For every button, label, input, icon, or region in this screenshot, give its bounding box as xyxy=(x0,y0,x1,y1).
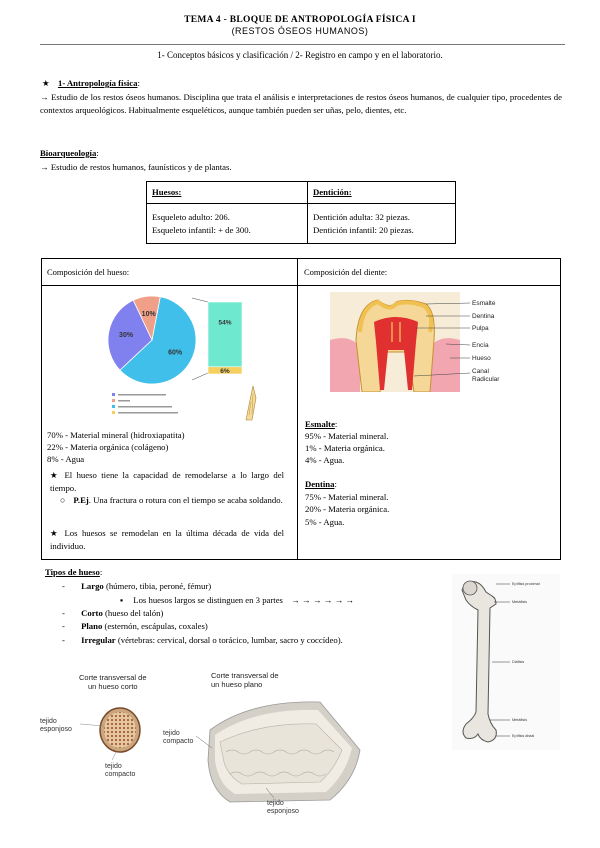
denticion-values-cell xyxy=(308,204,456,244)
breakout-bar-label: 54% xyxy=(218,319,232,327)
femur-label-epifisis-proximal: Epífisis proximal xyxy=(512,582,540,586)
remodel-example xyxy=(60,494,284,507)
legend-swatch xyxy=(112,405,115,408)
label-hueso: Hueso xyxy=(472,355,491,362)
bioarqueologia-heading xyxy=(40,147,99,160)
gum-right xyxy=(430,338,460,392)
dentina-label: Dentina xyxy=(305,479,335,489)
header-divider xyxy=(40,44,565,45)
tipo-irregular-text: (vértebras: cervical, dorsal o torácico, lumbar, sacro y coccídeo). xyxy=(115,635,343,645)
denticion-adult: Dentición adulta: 32 piezas. xyxy=(313,211,410,222)
largo-sub xyxy=(120,594,354,607)
tipo-largo-label: Largo xyxy=(81,581,104,591)
hueso-composition-list xyxy=(47,429,185,465)
arrows-decoration: → → → → → → xyxy=(291,595,355,605)
tipo-corto xyxy=(62,607,163,620)
huesos-header: Huesos: xyxy=(152,187,182,197)
dash-bullet: - xyxy=(62,635,65,645)
hueso-composition-header: Composición del hueso: xyxy=(47,267,130,277)
huesos-child: Esqueleto infantil: + de 300. xyxy=(152,224,251,235)
bioarqueologia-label: Bioarqueología xyxy=(40,148,97,158)
dentina-block: Dentina: 75% - Material mineral. 20% - Materia orgánica. 5% - Agua. xyxy=(305,479,390,527)
tipos-heading xyxy=(45,566,102,579)
pie-slice-label: 60% xyxy=(168,349,183,357)
denticion-child: Dentición infantil: 20 piezas. xyxy=(313,224,414,235)
label-pulpa: Pulpa xyxy=(472,325,489,332)
example-text: . Una fractura o rotura con el tiempo se acaba soldando. xyxy=(88,495,283,505)
label-word: tejido xyxy=(267,800,284,807)
antropologia-text: Estudio de los restos óseos humanos. Disciplina que trata el análisis e interpretaciones de restos óseos humanos, de cualquier tipo, procedentes de contextos arqueológicos. Habitualmente esqueléticos, aunque también pueden ser uñas, pelo, dientes, etc. xyxy=(40,92,562,115)
femur-head xyxy=(463,581,477,595)
antropologia-heading xyxy=(40,77,565,90)
plano-title-line2: un hueso plano xyxy=(211,680,263,689)
label-word: tejido xyxy=(105,763,122,770)
hueso-mineral: 70% - Material mineral (hidroxiapatita) xyxy=(47,430,185,440)
bioarqueologia-text: Estudio de restos humanos, faunísticos y de plantas. xyxy=(50,162,232,172)
bioarqueologia-definition xyxy=(40,161,232,174)
esmalte-agua: 4% - Agua. xyxy=(305,455,345,465)
antropologia-definition xyxy=(40,91,562,117)
gum-left xyxy=(330,338,360,392)
huesos-values-cell xyxy=(147,204,308,244)
tipo-plano xyxy=(62,620,208,633)
antropologia-label: 1- Antropología física xyxy=(57,78,138,88)
tipo-corto-text: (hueso del talón) xyxy=(102,608,164,618)
page-subtitle: (RESTOS ÓSEOS HUMANOS) xyxy=(231,26,369,36)
breakout-bar-segment xyxy=(208,302,242,367)
page-title: TEMA 4 - BLOQUE DE ANTROPOLOGÍA FÍSICA I xyxy=(184,15,416,25)
dash-bullet: - xyxy=(62,581,65,591)
star-bullet: ★ xyxy=(50,470,61,480)
largo-sub-text: Los huesos largos se distinguen en 3 partes xyxy=(133,595,283,605)
dash-bullet: - xyxy=(62,621,65,631)
star-bullet: ★ xyxy=(42,78,50,88)
dash-bullet: - xyxy=(62,608,65,618)
remodel-note-text: El hueso tiene la capacidad de remodelarse a lo largo del tiempo. xyxy=(50,470,285,493)
tipos-title: Tipos de hueso xyxy=(45,567,100,577)
femur-label-diafisis: Diáfisis xyxy=(512,660,525,664)
tipo-largo xyxy=(62,580,211,593)
remodel-decade-note xyxy=(50,527,284,552)
label-word: tejido xyxy=(40,718,57,725)
label-word: compacto xyxy=(163,738,194,745)
connector-line-bottom xyxy=(192,373,208,380)
pie-slice-label: 30% xyxy=(119,332,134,340)
plano-section-title xyxy=(211,671,279,689)
composition-header-divider xyxy=(41,285,560,286)
femur-label-metafisis-top: Metáfisis xyxy=(512,600,527,604)
label-canal: Canal xyxy=(472,368,489,375)
composition-column-divider xyxy=(297,258,298,559)
dentina-mineral: 75% - Material mineral. xyxy=(305,491,389,502)
bone-composition-pie-chart xyxy=(100,290,260,430)
corto-spongy-label xyxy=(40,718,72,734)
label-word: esponjoso xyxy=(40,726,72,733)
remodel-decade-text: Los huesos se remodelan en la última década de vida del individuo. xyxy=(50,528,284,551)
esmalte-mineral: 95% - Material mineral. xyxy=(305,431,389,441)
femur-label-metafisis-bottom: Metáfisis xyxy=(512,718,527,722)
corto-section-title xyxy=(79,673,147,691)
pie-slice-label: 10% xyxy=(141,310,156,318)
tipo-irregular-label: Irregular xyxy=(81,635,116,645)
label-word: tejido xyxy=(163,730,180,737)
plano-compact-label xyxy=(163,730,193,746)
pie-slices xyxy=(108,296,196,384)
tipo-plano-label: Plano xyxy=(81,621,103,631)
corto-compact-label xyxy=(105,763,135,779)
topics-line: 1- Conceptos básicos y clasificación / 2- Registro en campo y en el laboratorio. xyxy=(157,50,443,60)
denticion-header: Dentición: xyxy=(313,187,352,197)
esmalte-organica: 1% - Materia orgánica. xyxy=(305,443,385,453)
example-label: P.Ej xyxy=(73,495,89,505)
remodel-note xyxy=(50,469,284,494)
breakout-bar xyxy=(208,302,242,374)
label-word: compacto xyxy=(105,771,136,778)
legend-swatch xyxy=(112,393,115,396)
hueso-organica: 22% - Materia orgánica (colágeno) xyxy=(47,442,169,452)
corto-title-line1: Corte transversal de xyxy=(79,673,147,682)
label-line xyxy=(112,752,116,760)
connector-line-top xyxy=(192,298,208,302)
star-bullet: ★ xyxy=(50,528,61,538)
legend-swatch xyxy=(112,411,115,414)
legend-swatch xyxy=(112,399,115,402)
huesos-header-cell xyxy=(147,182,308,204)
label-encia: Encía xyxy=(472,342,489,349)
tipo-corto-label: Corto xyxy=(81,608,103,618)
femur-label-epifisis-distal: Epífisis distal xyxy=(512,734,535,738)
short-bone-spongy xyxy=(104,712,136,748)
legend-text-lines xyxy=(118,394,178,414)
tipos-colon: : xyxy=(99,567,103,577)
square-bullet: ▪ xyxy=(120,595,124,605)
tooth-diagram xyxy=(330,292,520,392)
circle-bullet: ○ xyxy=(60,495,66,505)
cross-section-illustration xyxy=(30,690,380,820)
huesos-adult: Esqueleto adulto: 206. xyxy=(152,211,230,222)
tipo-plano-text: (esternón, escápulas, coxales) xyxy=(102,621,208,631)
tooth-labels xyxy=(472,300,500,383)
plano-spongy-label xyxy=(267,800,299,816)
antropologia-colon: : xyxy=(137,78,140,88)
tipo-irregular xyxy=(62,634,343,647)
esmalte-label: Esmalte xyxy=(305,419,335,429)
esmalte-block: Esmalte: 95% - Material mineral. 1% - Materia orgánica. 4% - Agua. xyxy=(305,419,389,465)
label-radicular: Radicular xyxy=(472,376,500,383)
breakout-bar-label: 6% xyxy=(220,367,230,375)
label-dentina: Dentina xyxy=(472,313,495,320)
femur-diagram xyxy=(452,574,560,750)
tipo-largo-text: (húmero, tibia, peroné, fémur) xyxy=(103,581,212,591)
hueso-agua: 8% - Agua xyxy=(47,454,85,464)
counts-table xyxy=(146,181,456,244)
arrow-bullet: → xyxy=(40,92,49,102)
corto-title-line2: un hueso corto xyxy=(87,682,138,691)
label-word: esponjoso xyxy=(267,808,299,815)
diente-composition-header: Composición del diente: xyxy=(304,267,388,277)
label-esmalte: Esmalte xyxy=(472,300,496,307)
plano-title-line1: Corte transversal de xyxy=(211,671,279,680)
bioarqueologia-colon: : xyxy=(96,148,99,158)
denticion-header-cell xyxy=(308,182,456,204)
dentina-organica: 20% - Materia orgánica. xyxy=(305,504,390,514)
arrow-bullet: → xyxy=(40,162,49,172)
dentina-agua: 5% - Agua. xyxy=(305,516,345,527)
